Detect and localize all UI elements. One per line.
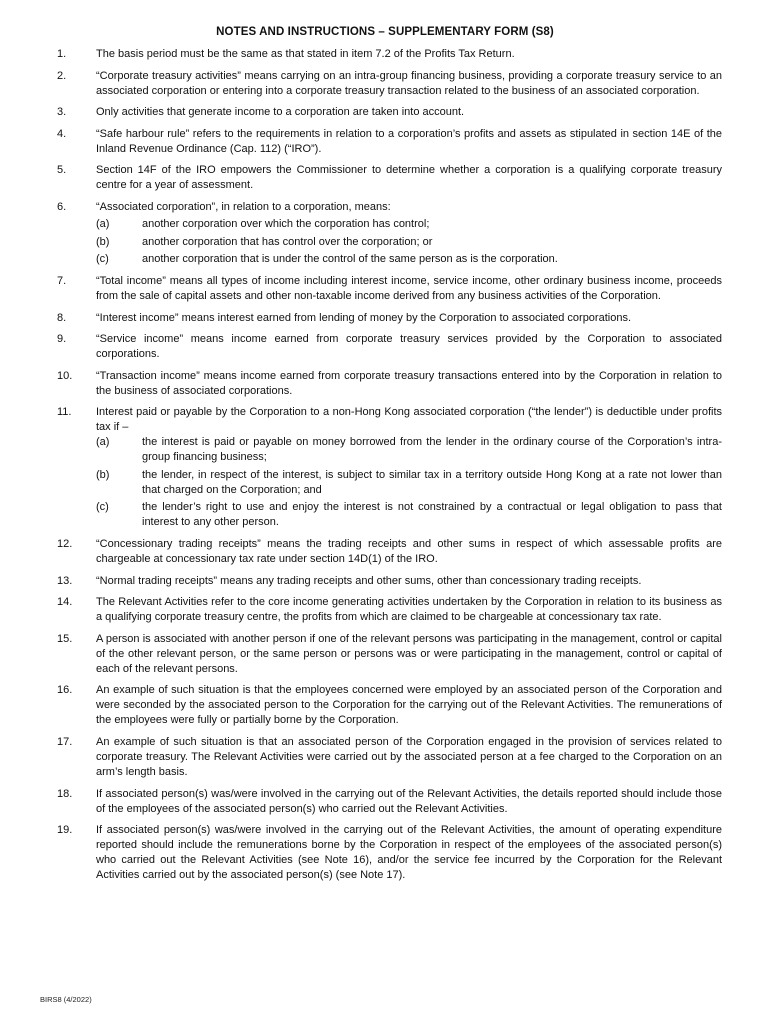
note-item [57, 735, 722, 780]
sub-text: another corporation over which the corporation has control; [142, 218, 430, 231]
note-number: 14. [57, 596, 73, 609]
sub-item [96, 468, 722, 498]
note-text: An example of such situation is that the employees concerned were employed by an associated person of the Corporation and were seconded by the associated person to the Corporation for the carrying out of the Relevant Activities. The remunerations of the employees were fully or partially borne by the Corporation. [96, 684, 722, 727]
sub-item [96, 435, 722, 465]
note-item [57, 537, 722, 567]
note-item [57, 595, 722, 625]
note-number: 9. [57, 333, 67, 346]
note-item [57, 105, 722, 120]
note-item [57, 332, 722, 362]
note-item [57, 127, 722, 157]
notes-list [57, 47, 722, 890]
sub-label: (a) [96, 218, 110, 231]
note-text: “Normal trading receipts” means any trading receipts and other sums, other than concessionary trading receipts. [96, 574, 642, 587]
note-item [57, 369, 722, 399]
note-text: An example of such situation is that an associated person of the Corporation engaged in the provision of services related to corporate treasury. The Relevant Activities were carried out by the associated person at a fee charged to the Corporation on an arm’s length basis. [96, 736, 722, 778]
note-text: “Safe harbour rule” refers to the requirements in relation to a corporation’s profits and assets as stipulated in section 14E of the Inland Revenue Ordinance (Cap. 112) (“IRO”). [96, 127, 722, 155]
sub-label: (a) [96, 436, 110, 449]
note-number: 11. [57, 406, 72, 419]
note-text: A person is associated with another person if one of the relevant persons was participating in the management, control or capital of the other relevant person, or the same person or persons was or were participating in the management, control or capital of each of the relevant persons. [96, 632, 722, 675]
note-text: “Concessionary trading receipts” means the trading receipts and other sums in respect of which assessable profits are chargeable at concessionary tax rate under section 14D(1) of the IRO. [96, 538, 722, 566]
sub-item [96, 500, 722, 530]
sub-text: the interest is paid or payable on money borrowed from the lender in the ordinary course of the Corporation’s intra-group financing business; [142, 436, 722, 464]
note-item [57, 47, 722, 62]
sub-text: another corporation that is under the control of the same person as is the corporation. [142, 253, 558, 266]
note-item [57, 823, 722, 883]
note-text: If associated person(s) was/were involved in the carrying out of the Relevant Activities, the amount of operating expenditure reported should include the remunerations borne by the Corporation in respect of the employees of the associated person(s) who carried out the Relevant Activities (see Note 16), and/or the service fee incurred by the Corporation for the Relevant Activities carried out by the associated person(s) (see Note 17). [96, 824, 722, 882]
sub-item [96, 217, 722, 232]
note-item [57, 163, 722, 193]
note-text: “Total income” means all types of income including interest income, service income, other ordinary business income, proceeds from the sale of capital assets and other non-taxable income derived from any business activities of the Corporation. [96, 275, 722, 303]
note-item [57, 632, 722, 677]
sub-label: (b) [96, 235, 110, 248]
sub-label: (c) [96, 501, 109, 514]
note-number: 17. [57, 736, 73, 748]
sub-item [96, 252, 722, 267]
sub-text: another corporation that has control over the corporation; or [142, 235, 433, 248]
sub-item [96, 235, 722, 250]
page-title: NOTES AND INSTRUCTIONS – SUPPLEMENTARY FORM (S8) [216, 26, 554, 38]
note-item [57, 200, 722, 268]
note-number: 16. [57, 684, 73, 697]
note-item [57, 69, 722, 99]
note-item [57, 787, 722, 817]
form-code-footer: BIRS8 (4/2022) [40, 995, 92, 1004]
sub-text: the lender, in respect of the interest, is subject to similar tax in a territory outside Hong Kong at a rate not lower than that charged on the Corporation; and [142, 468, 722, 496]
note-text: Only activities that generate income to a corporation are taken into account. [96, 106, 465, 119]
note-text: “Service income” means income earned from corporate treasury services provided by the Corporation to associated corporations. [96, 333, 722, 361]
note-number: 15. [57, 632, 73, 645]
note-item [57, 683, 722, 728]
note-number: 12. [57, 538, 73, 551]
note-number: 1. [57, 48, 67, 60]
note-text: The basis period must be the same as that stated in item 7.2 of the Profits Tax Return. [96, 48, 515, 60]
note-text: “Corporate treasury activities” means carrying on an intra-group financing business, providing a corporate treasury service to an associated corporation or entering into a corporate treasury transaction related to the business of an associated corporation. [96, 69, 722, 97]
note-text: “Interest income” means interest earned from lending of money by the Corporation to associated corporations. [96, 311, 631, 324]
note-item [57, 574, 722, 589]
note-number: 5. [57, 164, 67, 177]
note-number: 13. [57, 574, 73, 587]
note-number: 6. [57, 200, 67, 213]
note-number: 18. [57, 787, 73, 800]
sub-label: (b) [96, 468, 110, 481]
note-number: 7. [57, 275, 67, 288]
note-text: “Transaction income” means income earned from corporate treasury transactions entered into by the Corporation in relation to the business of associated corporations. [96, 369, 722, 397]
note-text: If associated person(s) was/were involved in the carrying out of the Relevant Activities, the details reported should include those of the employees of the associated person(s) who carried out the Relevant Activities. [96, 787, 722, 815]
note-item [57, 311, 722, 326]
note-number: 3. [57, 106, 67, 119]
note-text: “Associated corporation”, in relation to a corporation, means: [96, 200, 391, 213]
note-number: 2. [57, 69, 67, 82]
sub-label: (c) [96, 253, 109, 266]
note-text: Interest paid or payable by the Corporation to a non-Hong Kong associated corporation (“the lender”) is deductible under profits tax if – [96, 406, 722, 434]
note-item [57, 274, 722, 304]
sub-text: the lender’s right to use and enjoy the interest is not constrained by a contractual or legal obligation to pass that interest to any other person. [142, 501, 722, 529]
note-text: The Relevant Activities refer to the core income generating activities undertaken by the Corporation in relation to its business as a qualifying corporate treasury centre, the profits from which are claimed to be chargeable at concessionary tax rate. [96, 596, 722, 624]
note-number: 10. [57, 369, 73, 382]
note-number: 4. [57, 127, 67, 140]
note-text: Section 14F of the IRO empowers the Commissioner to determine whether a corporation is a qualifying corporate treasury centre for a year of assessment. [96, 164, 722, 192]
note-item [57, 405, 722, 530]
note-number: 8. [57, 311, 67, 324]
note-number: 19. [57, 824, 73, 837]
